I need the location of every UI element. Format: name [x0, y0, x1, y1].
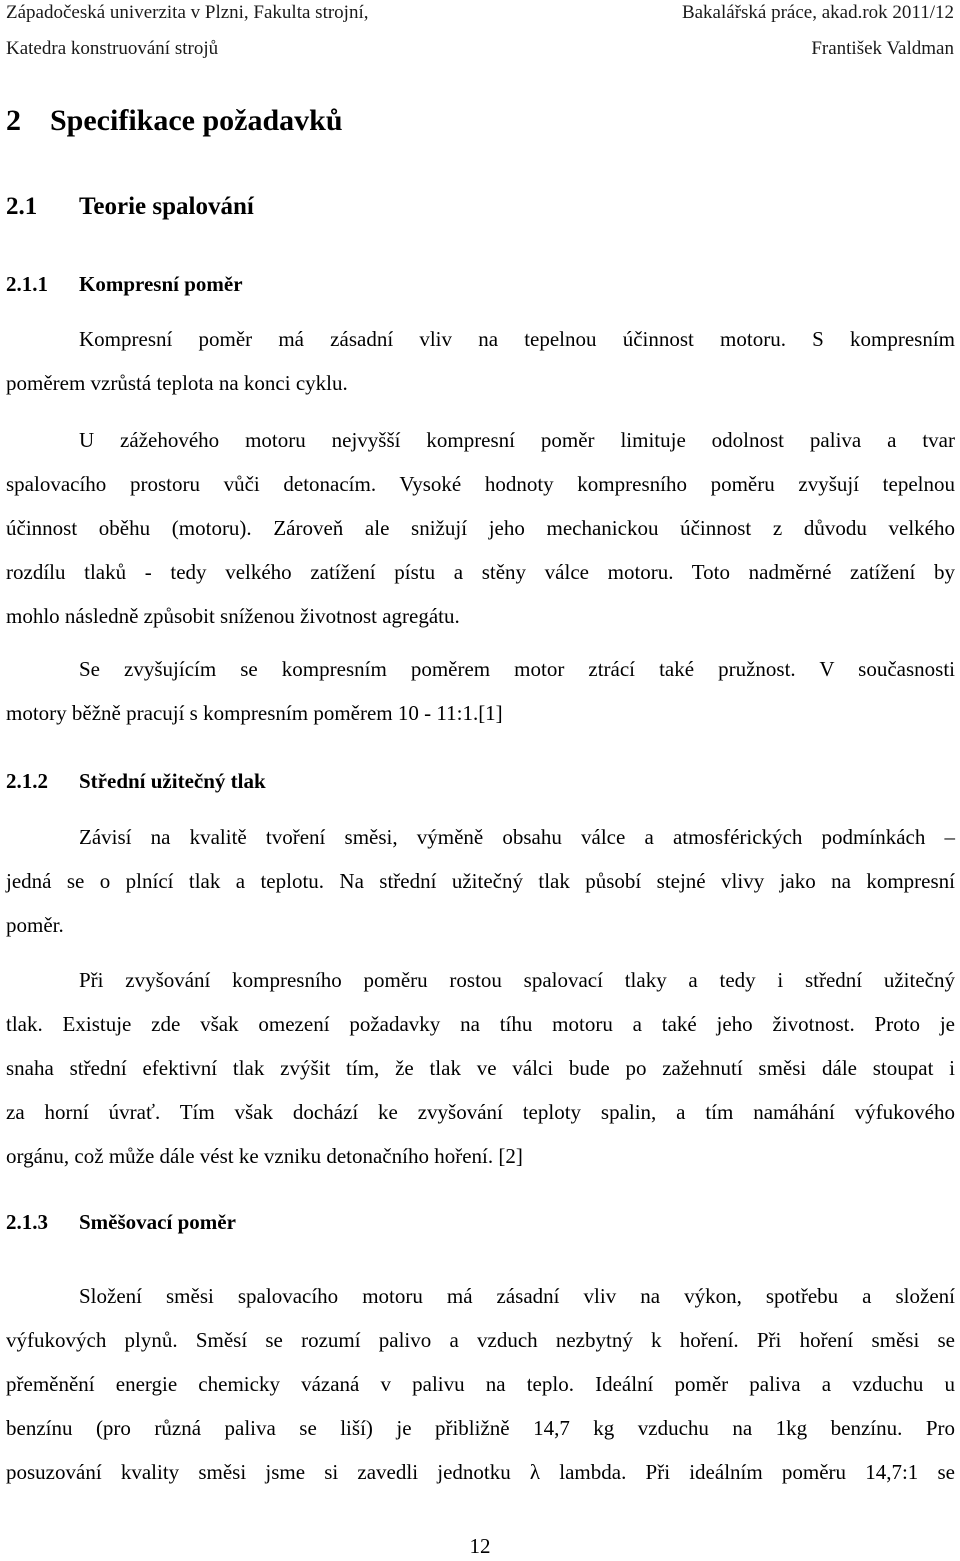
text-line: výfukových plynů. Směsí se rozumí palivo a vzduch nezbytný k hoření. Při hoření směsi se: [6, 1328, 955, 1352]
subsection-title: Kompresní poměr: [79, 272, 243, 296]
paragraph: [6, 317, 955, 405]
subsection-title: Směšovací poměr: [79, 1210, 236, 1234]
text-line: orgánu, což může dále vést ke vzniku detonačního hoření. [2]: [6, 1144, 523, 1168]
section-heading: [6, 193, 254, 221]
text-line: motory běžně pracují s kompresním poměrem 10 - 11:1.[1]: [6, 701, 503, 725]
chapter-number: 2: [6, 104, 21, 137]
text-line: Kompresní poměr má zásadní vliv na tepelnou účinnost motoru. S kompresním: [79, 327, 955, 351]
header-department: Katedra konstruování strojů: [6, 38, 219, 59]
chapter-heading: [6, 104, 343, 138]
paragraph: [6, 958, 955, 1178]
text-line: Závisí na kvalitě tvoření směsi, výměně obsahu válce a atmosférických podmínkách –: [79, 825, 955, 849]
text-line: přeměnění energie chemicky vázaná v palivu na teplo. Ideální poměr paliva a vzduchu u: [6, 1372, 955, 1396]
chapter-title: Specifikace požadavků: [50, 104, 343, 137]
paragraph: [6, 1274, 955, 1494]
text-line: Se zvyšujícím se kompresním poměrem motor ztrácí také pružnost. V současnosti: [79, 657, 955, 681]
text-line: za horní úvrať. Tím však dochází ke zvyšování teploty spalin, a tím namáhání výfukového: [6, 1100, 955, 1124]
page-number: 12: [469, 1534, 491, 1558]
text-line: rozdílu tlaků - tedy velkého zatížení pístu a stěny válce motoru. Toto nadměrné zatížení by: [6, 560, 955, 584]
subsection-heading: [6, 769, 266, 794]
text-line: Při zvyšování kompresního poměru rostou spalovací tlaky a tedy i střední užitečný: [79, 968, 955, 992]
text-line: poměrem vzrůstá teplota na konci cyklu.: [6, 371, 348, 395]
subsection-number: 2.1.1: [6, 272, 48, 296]
text-line: Složení směsi spalovacího motoru má zásadní vliv na výkon, spotřebu a složení: [79, 1284, 955, 1308]
section-title: Teorie spalování: [79, 193, 254, 220]
section-number: 2.1: [6, 193, 38, 220]
text-line: U zážehového motoru nejvyšší kompresní poměr limituje odolnost paliva a tvar: [79, 428, 955, 452]
page-header-top: [6, 2, 954, 24]
text-line: posuzování kvality směsi jsme si zavedli jednotku λ lambda. Při ideálním poměru 14,7:1 se: [6, 1460, 955, 1484]
paragraph: [6, 418, 955, 638]
page-header-bottom: [6, 38, 954, 60]
subsection-number: 2.1.3: [6, 1210, 48, 1234]
text-line: mohlo následně způsobit sníženou životnost agregátu.: [6, 604, 460, 628]
text-line: benzínu (pro různá paliva se liší) je přibližně 14,7 kg vzduchu na 1kg benzínu. Pro: [6, 1416, 955, 1440]
text-line: poměr.: [6, 913, 64, 937]
subsection-title: Střední užitečný tlak: [79, 769, 266, 793]
text-line: tlak. Existuje zde však omezení požadavky na tíhu motoru a také jeho životnost. Proto je: [6, 1012, 955, 1036]
header-university: Západočeská univerzita v Plzni, Fakulta strojní,: [6, 2, 369, 23]
paragraph: [6, 815, 955, 947]
text-line: jedná se o plnící tlak a teplotu. Na střední užitečný tlak působí stejné vlivy jako na kompresní: [6, 869, 955, 893]
text-line: spalovacího prostoru vůči detonacím. Vysoké hodnoty kompresního poměru zvyšují tepelnou: [6, 472, 955, 496]
subsection-number: 2.1.2: [6, 769, 48, 793]
header-thesis: Bakalářská práce, akad.rok 2011/12: [681, 2, 954, 23]
subsection-heading: [6, 1210, 236, 1235]
text-line: účinnost oběhu (motoru). Zároveň ale snižují jeho mechanickou účinnost z důvodu velkého: [6, 516, 955, 540]
paragraph: [6, 647, 955, 735]
text-line: snaha střední efektivní tlak zvýšit tím, že tlak ve válci bude po zažehnutí směsi dále stoupat i: [6, 1056, 955, 1080]
subsection-heading: [6, 272, 243, 297]
header-author: František Valdman: [811, 38, 954, 59]
